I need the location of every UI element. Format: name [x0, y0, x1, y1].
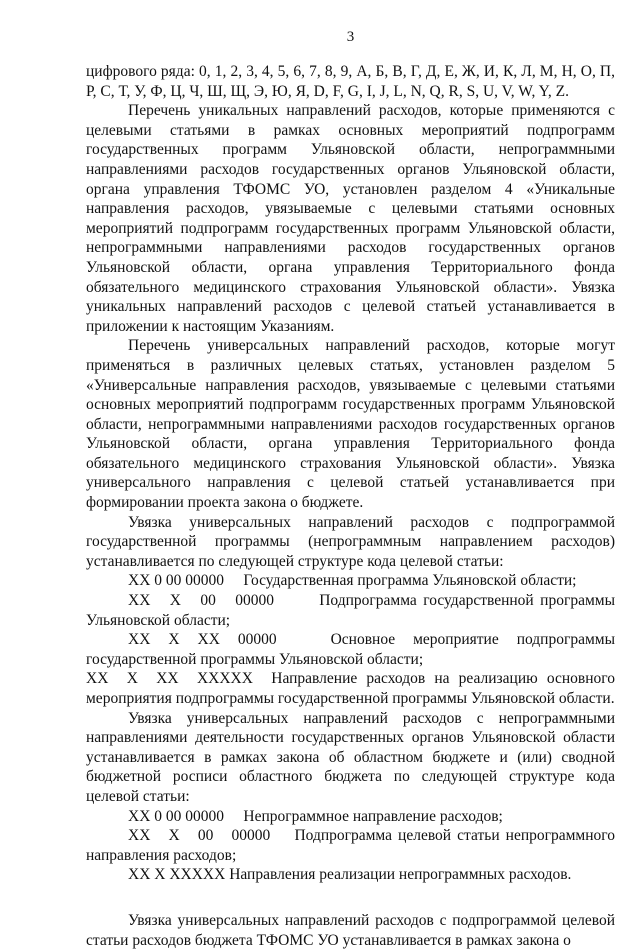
code-structure-line — [86, 865, 615, 885]
document-body — [86, 62, 619, 950]
code-structure-line — [86, 591, 619, 630]
paragraph-text: цифрового ряда: 0, 1, 2, 3, 4, 5, 6, 7, 8, 9, А, Б, В, Г, Д, Е, Ж, И, К, Л, М, Н, О, П, Р, С, Т, У, Ф, Ц, Ч, Ш, Щ, Э, Ю, Я, D, F, G, I, J, L, N, Q, R, S, U, V, W, Y, Z. — [86, 63, 615, 100]
body-paragraph — [86, 336, 615, 512]
code-pattern: XX X XX XXXXX — [86, 670, 253, 688]
code-description: Государственная программа Ульяновской области; — [224, 572, 577, 590]
paragraph-text: Перечень уникальных направлений расходов, которые применяются с целевыми статьями в рамках основных мероприятий подпрограмм государственных программ Ульяновской области, непрограммными направлениями расходов государственных органов Ульяновской области, органа управления ТФОМС УО, установлен разделом 4 «Уникальные направления расходов, увязываемые с целевыми статьями основных мероприятий подпрограмм государственных программ Ульяновской области, непрограммными направлениями расходов государственных органов Ульяновской области, органа управления Территориального фонда обязательного медицинского страхования Ульяновской области». Увязка уникальных направлений расходов с целевой статьей устанавливается в приложении к настоящим Указаниям. — [86, 102, 615, 335]
code-description: Направление расходов на реализацию основного мероприятия подпрограммы государственной программы Ульяновской области. — [86, 670, 619, 707]
code-structure-line — [86, 807, 615, 827]
paragraph-text: Перечень универсальных направлений расходов, которые могут применяться в различных целевых статьях, установлен разделом 5 «Универсальные направления расходов, увязываемые с целевыми статьями основных мероприятий подпрограмм государственных программ Ульяновской области, непрограммными направлениями расходов государственных органов Ульяновской области, органа управления Территориального фонда обязательного медицинского страхования Ульяновской области». Увязка универсального направления с целевой статьей устанавливается при формировании проекта закона о бюджете. — [86, 337, 615, 512]
code-structure-line — [86, 826, 619, 865]
paragraph-text: Увязка универсальных направлений расходов с подпрограммой целевой статьи расходов бюджета ТФОМС УО устанавливается в рамках закона о — [86, 911, 615, 949]
code-description: Подпрограмма государственной программы Ульяновской области; — [86, 592, 619, 629]
paragraph-gap — [86, 885, 615, 911]
paragraph-text: Увязка универсальных направлений расходов с непрограммными направлениями деятельности государственных органов Ульяновской области устанавливается в рамках закона об областном бюджете и (или) сводной бюджетной росписи областного бюджета по следующей структуре кода целевой статьи: — [86, 709, 615, 805]
code-description: Направления реализации непрограммных расходов. — [225, 866, 572, 884]
body-paragraph — [86, 513, 615, 572]
code-description: Основное мероприятие подпрограммы государственной программы Ульяновской области; — [86, 631, 619, 668]
body-paragraph — [86, 101, 615, 336]
paragraph-text: Увязка универсальных направлений расходов с подпрограммой государственной программы (непрограммным направлением расходов) устанавливается по следующей структуре кода целевой статьи: — [86, 513, 615, 570]
code-description: Подпрограмма целевой статьи непрограммного направления расходов; — [86, 827, 619, 864]
code-description: Непрограммное направление расходов; — [224, 807, 503, 825]
code-structure-line — [86, 571, 615, 591]
code-pattern: XX 0 00 00000 — [128, 807, 225, 825]
code-structure-line — [86, 669, 619, 708]
code-pattern: XX X XXXXX — [128, 866, 226, 884]
body-paragraph — [86, 709, 615, 807]
page-number: 3 — [346, 29, 355, 45]
code-structure-line — [86, 630, 619, 669]
body-paragraph — [86, 911, 615, 950]
code-pattern: XX X XX 00000 — [128, 631, 277, 649]
body-paragraph — [86, 62, 615, 101]
code-pattern: XX 0 00 00000 — [128, 572, 225, 590]
code-pattern: XX X 00 00000 — [128, 827, 271, 845]
code-pattern: XX X 00 00000 — [128, 592, 274, 610]
